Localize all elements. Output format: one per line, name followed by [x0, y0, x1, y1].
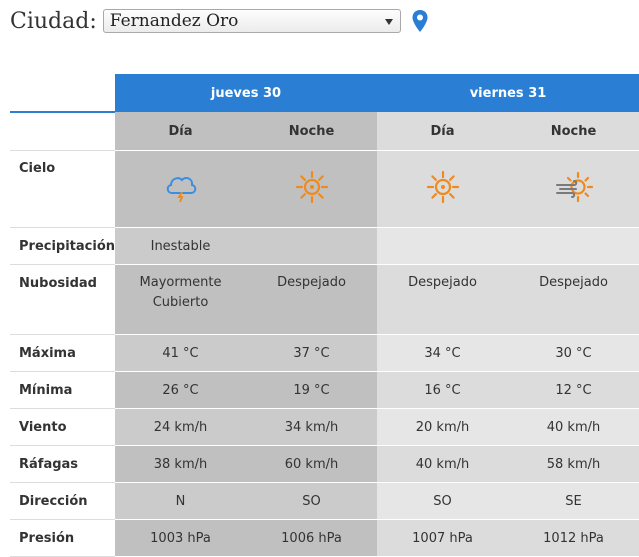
- gusts-cell: 60 km/h: [246, 446, 377, 483]
- sky-cell: [115, 151, 246, 228]
- cloudiness-cell: Despejado: [377, 265, 508, 335]
- sun-icon: [294, 169, 330, 209]
- row-label: Máxima: [10, 335, 115, 372]
- min-temp-row: [10, 372, 639, 409]
- row-label: Mínima: [10, 372, 115, 409]
- max-temp-cell: 34 °C: [377, 335, 508, 372]
- wind-cell: 34 km/h: [246, 409, 377, 446]
- direction-row: [10, 483, 639, 520]
- direction-cell: N: [115, 483, 246, 520]
- location-pin-icon[interactable]: [411, 9, 429, 33]
- location-bar: [10, 6, 429, 36]
- city-select[interactable]: [103, 9, 401, 33]
- direction-cell: SE: [508, 483, 639, 520]
- wind-cell: 20 km/h: [377, 409, 508, 446]
- row-label: Dirección: [10, 483, 115, 520]
- precipitation-row: [10, 228, 639, 265]
- min-temp-cell: 19 °C: [246, 372, 377, 409]
- header-blank: [10, 74, 115, 112]
- period-header: Día: [115, 112, 246, 151]
- gusts-cell: 40 km/h: [377, 446, 508, 483]
- min-temp-cell: 26 °C: [115, 372, 246, 409]
- day-header: jueves 30: [115, 74, 377, 112]
- pressure-cell: 1006 hPa: [246, 520, 377, 557]
- day-header-row: [10, 74, 639, 112]
- sky-cell: [377, 151, 508, 228]
- max-temp-row: [10, 335, 639, 372]
- precipitation-cell: [246, 228, 377, 265]
- row-label: Presión: [10, 520, 115, 557]
- period-header: Noche: [246, 112, 377, 151]
- row-label: Nubosidad: [10, 265, 115, 335]
- sky-cell: [246, 151, 377, 228]
- direction-cell: SO: [246, 483, 377, 520]
- max-temp-cell: 37 °C: [246, 335, 377, 372]
- pressure-cell: 1007 hPa: [377, 520, 508, 557]
- pressure-row: [10, 520, 639, 557]
- row-label: Viento: [10, 409, 115, 446]
- precipitation-cell: Inestable: [115, 228, 246, 265]
- period-header: Noche: [508, 112, 639, 151]
- cloudiness-cell: Despejado: [508, 265, 639, 335]
- gusts-row: [10, 446, 639, 483]
- pressure-cell: 1003 hPa: [115, 520, 246, 557]
- city-select-value: Fernandez Oro: [109, 11, 239, 31]
- row-label: [10, 112, 115, 151]
- sky-row: [10, 151, 639, 228]
- row-label: Precipitación: [10, 228, 115, 265]
- cloudiness-cell: Mayormente Cubierto: [115, 265, 246, 335]
- gusts-cell: 58 km/h: [508, 446, 639, 483]
- min-temp-cell: 16 °C: [377, 372, 508, 409]
- sun-icon: [425, 169, 461, 209]
- thunderstorm-cloud-icon: [163, 171, 199, 207]
- max-temp-cell: 41 °C: [115, 335, 246, 372]
- wind-row: [10, 409, 639, 446]
- wind-cell: 40 km/h: [508, 409, 639, 446]
- cloudiness-row: [10, 265, 639, 335]
- max-temp-cell: 30 °C: [508, 335, 639, 372]
- wind-cell: 24 km/h: [115, 409, 246, 446]
- dropdown-arrow-icon: [385, 19, 393, 25]
- precipitation-cell: [377, 228, 508, 265]
- direction-cell: SO: [377, 483, 508, 520]
- windy-sun-icon: [554, 169, 594, 209]
- sky-cell: [508, 151, 639, 228]
- row-label: Ráfagas: [10, 446, 115, 483]
- pressure-cell: 1012 hPa: [508, 520, 639, 557]
- period-header: Día: [377, 112, 508, 151]
- precipitation-cell: [508, 228, 639, 265]
- city-label: Ciudad:: [10, 8, 97, 34]
- day-header: viernes 31: [377, 74, 639, 112]
- period-row: [10, 112, 639, 151]
- min-temp-cell: 12 °C: [508, 372, 639, 409]
- row-label: Cielo: [10, 151, 115, 228]
- cloudiness-cell: Despejado: [246, 265, 377, 335]
- forecast-table: [10, 74, 639, 557]
- gusts-cell: 38 km/h: [115, 446, 246, 483]
